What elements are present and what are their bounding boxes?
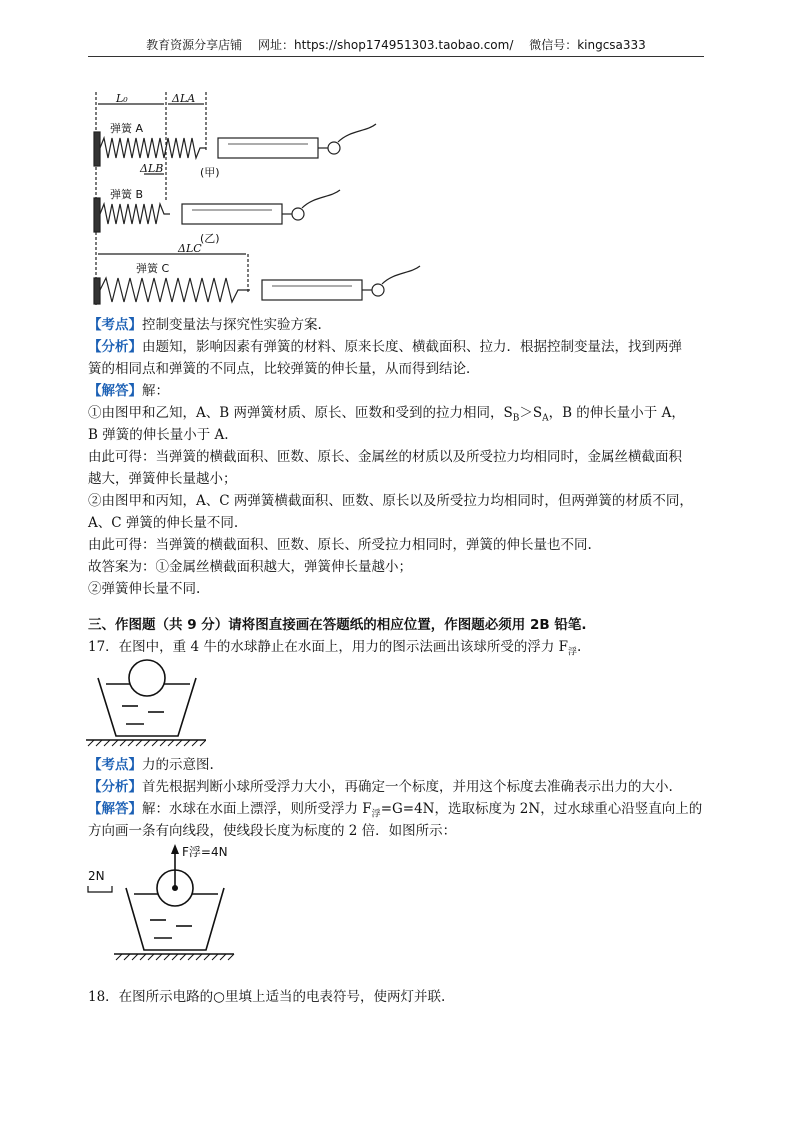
kaodian-line [88, 316, 712, 334]
q17-jieda-tag: 【解答】 [88, 801, 142, 817]
answer-sub-b: B [512, 413, 520, 424]
kaodian-tag: 【考点】 [88, 317, 142, 333]
answer-line-3: 由此可得：当弹簧的横截面积、匝数、原长、金属丝的材质以及所受拉力均相同时，金属丝横截面积 [88, 449, 682, 465]
q18-stem: 18．在图所示电路的○里填上适当的电表符号，使两灯并联. [88, 989, 446, 1005]
answer-line-1 [88, 404, 712, 428]
answer-line-4: 越大，弹簧伸长量越小； [88, 471, 237, 487]
q17-jieda-sub: 浮 [371, 809, 381, 820]
fenxi-text-1: 由题知，影响因素有弹簧的材料、原来长度、横截面积、拉力．根据控制变量法，找到两弹 [142, 339, 682, 355]
answer-line-5: ②由图甲和丙知，A、C 两弹簧横截面积、匝数、原长以及所受拉力均相同时，但两弹簧的材质不同， [88, 493, 693, 509]
fenxi-tag: 【分析】 [88, 339, 142, 355]
label-spring-b: 弹簧 B [110, 188, 144, 201]
section-3-title: 三、作图题（共 9 分）请将图直接画在答题纸的相应位置，作图题必须用 2B 铅笔. [88, 617, 587, 633]
answer-line-1c: ＞S [519, 405, 543, 421]
answer-line-1a: ①由图甲和乙知，A、B 两弹簧材质、原长、匝数和受到的拉力相同，S [88, 405, 513, 421]
answer-line-8: 故答案为：①金属丝横截面积越大，弹簧伸长量越小； [88, 559, 412, 575]
label-dLB: ΔLB [140, 162, 164, 175]
kaodian-text: 控制变量法与探究性实验方案. [142, 317, 322, 333]
answer-sub-a: A [542, 413, 549, 424]
scale-label: 2N [88, 869, 105, 883]
answer-line-2: B 弹簧的伸长量小于 A. [88, 427, 229, 443]
answer-line-9: ②弹簧伸长量不同. [88, 581, 201, 597]
fenxi-line-2: 簧的相同点和弹簧的不同点，比较弹簧的伸长量，从而得到结论． [88, 361, 480, 377]
q17-stem-text: 17．在图中，重 4 牛的水球静止在水面上，用力的图示法画出该球所受的浮力 F [88, 639, 569, 655]
label-spring-c: 弹簧 C [136, 262, 170, 275]
q17-stem-end: . [577, 639, 582, 655]
q17-jieda-text-b: =G=4N，选取标度为 2N，过水球重心沿竖直向上的 [380, 801, 703, 817]
force-label: F浮=4N [182, 845, 228, 859]
page-header [88, 36, 704, 57]
label-spring-a: 弹簧 A [110, 122, 144, 135]
label-dLC: ΔLC [178, 242, 202, 255]
jieda-line [88, 382, 712, 400]
q17-kaodian-tag: 【考点】 [88, 757, 142, 773]
jieda-tag: 【解答】 [88, 383, 142, 399]
q17-jieda-text-a: 解：水球在水面上漂浮，则所受浮力 F [142, 801, 372, 817]
answer-line-1e: ，B 的伸长量小于 A， [548, 405, 685, 421]
answer-line-6: A、C 弹簧的伸长量不同. [88, 515, 239, 531]
beaker-figure [86, 654, 206, 748]
answer-line-7: 由此可得：当弹簧的横截面积、匝数、原长、所受拉力相同时，弹簧的伸长量也不同. [88, 537, 592, 553]
q17-jieda-line-2: 方向画一条有向线段，使线段长度为标度的 2 倍．如图所示： [88, 823, 457, 839]
q17-fenxi-tag: 【分析】 [88, 779, 142, 795]
q17-jieda-line [88, 800, 712, 824]
label-yi: (乙) [200, 232, 220, 245]
shop-url: 网址：https://shop174951303.taobao.com/ [258, 38, 514, 52]
q17-fenxi-text: 首先根据判断小球所受浮力大小，再确定一个标度，并用这个标度去准确表示出力的大小. [142, 779, 673, 795]
label-jia: (甲) [200, 166, 220, 179]
label-L0: L₀ [116, 92, 128, 105]
jieda-text: 解： [142, 383, 169, 399]
label-dLA: ΔLA [172, 92, 196, 105]
fenxi-line-1 [88, 338, 712, 356]
q17-kaodian-line [88, 756, 712, 774]
q17-fenxi-line [88, 778, 712, 796]
force-figure [86, 840, 246, 962]
spring-figure [88, 92, 428, 306]
shop-name: 教育资源分享店铺 [146, 38, 243, 52]
q17-kaodian-text: 力的示意图. [142, 757, 214, 773]
q17-stem-sub: 浮 [568, 647, 578, 658]
wechat-id: 微信号：kingcsa333 [529, 38, 646, 52]
